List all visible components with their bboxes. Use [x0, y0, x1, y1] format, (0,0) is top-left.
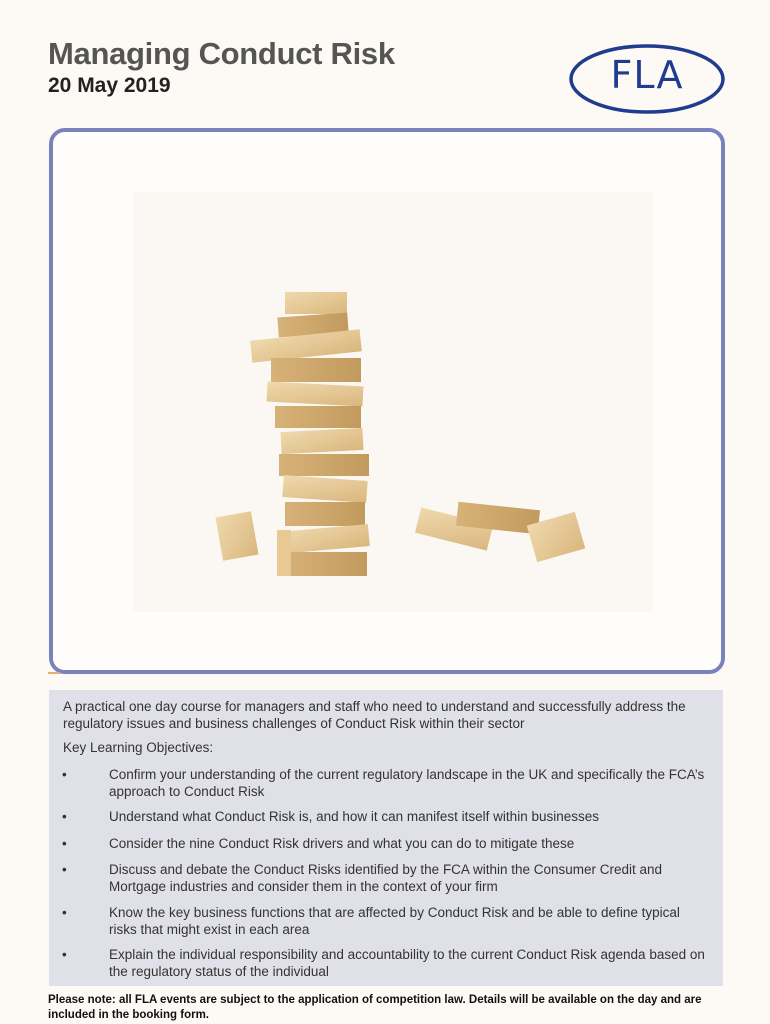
objective-text: Discuss and debate the Conduct Risks identified by the FCA within the Consumer Credit and Mortgage industries and consider them in the context of your firm	[109, 862, 663, 894]
bullet-icon: •	[62, 947, 67, 962]
course-info-panel	[49, 690, 723, 986]
competition-law-note: Please note: all FLA events are subject to the application of competition law. Details will be available on the day and are included in the booking form.	[48, 994, 702, 1021]
fla-logo	[568, 42, 726, 116]
bullet-icon: •	[62, 905, 67, 920]
bullet-icon: •	[62, 767, 67, 782]
objective-text: Consider the nine Conduct Risk drivers and what you can do to mitigate these	[109, 836, 575, 851]
bullet-icon: •	[62, 836, 67, 851]
bullet-icon: •	[62, 809, 67, 824]
objective-text: Confirm your understanding of the current regulatory landscape in the UK and specifically the FCA’s approach to Conduct Risk	[109, 767, 705, 799]
event-date: 20 May 2019	[48, 74, 171, 97]
course-intro: A practical one day course for managers and staff who need to understand and successfully address the regulatory issues and business challenges of Conduct Risk within their sector	[63, 699, 686, 731]
page-title: Managing Conduct Risk	[48, 36, 395, 71]
objective-text: Understand what Conduct Risk is, and how it can manifest itself within businesses	[109, 809, 599, 824]
bullet-icon: •	[62, 862, 67, 877]
hero-image-frame	[49, 128, 725, 674]
logo-text: FLA	[610, 53, 684, 97]
objective-text: Explain the individual responsibility and accountability to the current Conduct Risk agenda based on the regulatory status of the individual	[109, 947, 705, 979]
objectives-heading: Key Learning Objectives:	[63, 740, 214, 755]
objective-text: Know the key business functions that are affected by Conduct Risk and be able to define typical risks that might exist in each area	[109, 905, 680, 937]
divider-mark	[48, 672, 60, 674]
jenga-tower-image	[53, 132, 721, 670]
